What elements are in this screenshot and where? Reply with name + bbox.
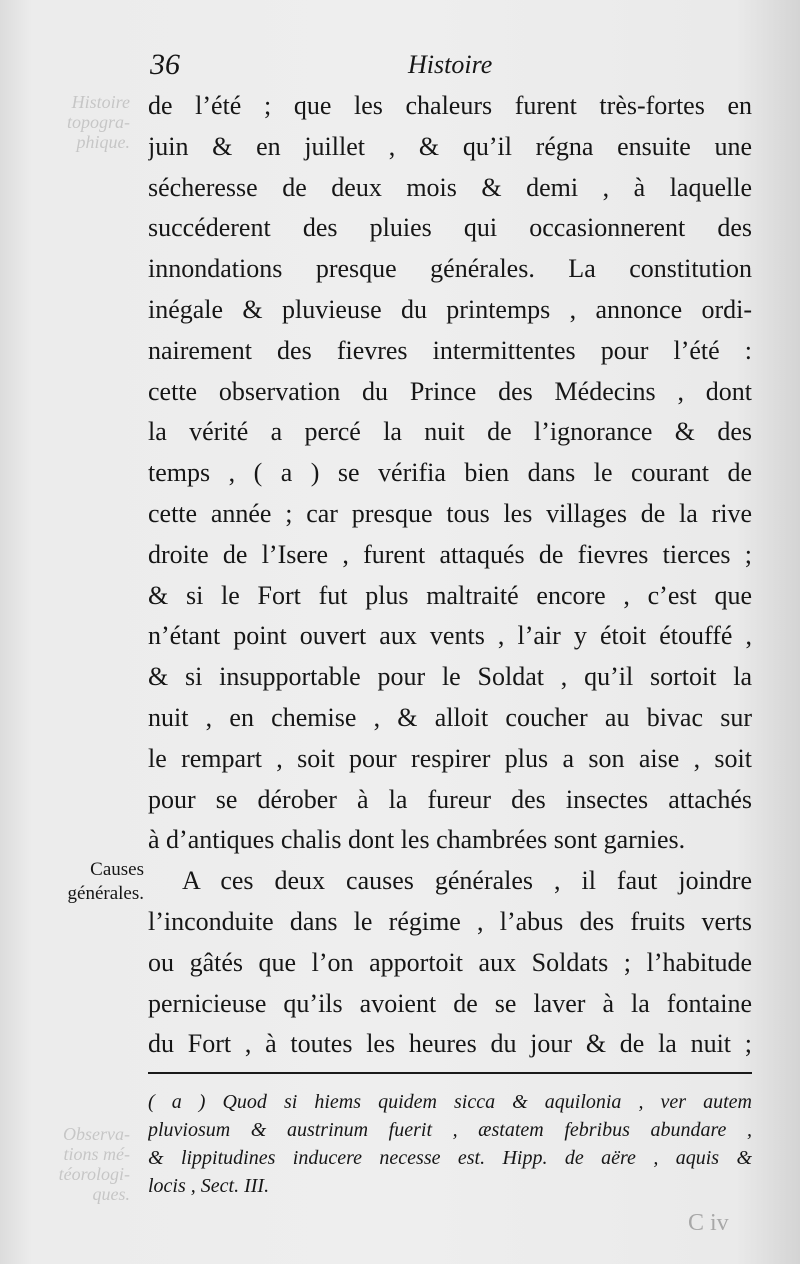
text-line: temps , ( a ) se vérifia bien dans le courant de — [148, 458, 752, 488]
footnote-line: & lippitudines inducere necesse est. Hipp. de aëre , aquis & — [148, 1147, 752, 1169]
footnote-line: pluviosum & austrinum fuerit , æstatem febribus abundare , — [148, 1119, 752, 1141]
text-line: pour se dérober à la fureur des insectes attachés — [148, 784, 752, 814]
text-line: A ces deux causes générales , il faut joindre — [182, 866, 752, 896]
marginal-note-line: Causes — [90, 859, 144, 880]
text-line: & si le Fort fut plus maltraité encore , c’est que — [148, 580, 752, 610]
text-line: nairement des fievres intermittentes pour l’été : — [148, 335, 752, 365]
text-line: à d’antiques chalis dont les chambrées sont garnies. — [148, 825, 686, 855]
marginal-note — [26, 858, 144, 906]
text-line: nuit , en chemise , & alloit coucher au bivac sur — [148, 702, 752, 732]
footnote — [148, 1088, 752, 1200]
text-line: juin & en juillet , & qu’il régna ensuite une — [148, 131, 752, 161]
text-line: n’étant point ouvert aux vents , l’air y étoit étouffé , — [148, 621, 752, 651]
text-line: inégale & pluvieuse du printemps , annonce ordi- — [148, 294, 752, 324]
text-line: & si insupportable pour le Soldat , qu’il sortoit la — [148, 662, 752, 692]
text-line: l’inconduite dans le régime , l’abus des fruits verts — [148, 906, 752, 936]
main-text — [148, 86, 752, 1065]
text-line: pernicieuse qu’ils avoient de se laver à la fontaine — [148, 988, 752, 1018]
text-line: droite de l’Isere , furent attaqués de fievres tierces ; — [148, 539, 752, 569]
text-line: sécheresse de deux mois & demi , à laquelle — [148, 172, 752, 202]
bleed-through-bottom-left: Observa- tions mé- téorologi- ques. — [58, 1124, 130, 1204]
footnote-divider — [148, 1072, 752, 1074]
bleed-through-top-left: Histoire topogra- phique. — [67, 92, 130, 152]
marginal-note-line: générales. — [67, 883, 144, 904]
signature-mark: C iv — [688, 1210, 729, 1236]
page-number: 36 — [150, 48, 180, 81]
footnote-line: locis , Sect. III. — [148, 1175, 270, 1197]
text-line: cette observation du Prince des Médecins , dont — [148, 376, 752, 406]
footnote-line: ( a ) Quod si hiems quidem sicca & aquilonia , ver autem — [148, 1091, 752, 1113]
running-title: Histoire — [408, 50, 493, 79]
text-line: cette année ; car presque tous les villages de la rive — [148, 498, 752, 528]
text-line: du Fort , à toutes les heures du jour & de la nuit ; — [148, 1029, 752, 1059]
text-line: succéderent des pluies qui occasionnerent des — [148, 213, 752, 243]
text-line: la vérité a percé la nuit de l’ignorance & des — [148, 417, 752, 447]
text-line: le rempart , soit pour respirer plus a son aise , soit — [148, 743, 752, 773]
text-line: innondations presque générales. La constitution — [148, 254, 752, 284]
text-line: de l’été ; que les chaleurs furent très-fortes en — [148, 91, 752, 120]
text-line: ou gâtés que l’on apportoit aux Soldats ; l’habitude — [148, 947, 752, 977]
